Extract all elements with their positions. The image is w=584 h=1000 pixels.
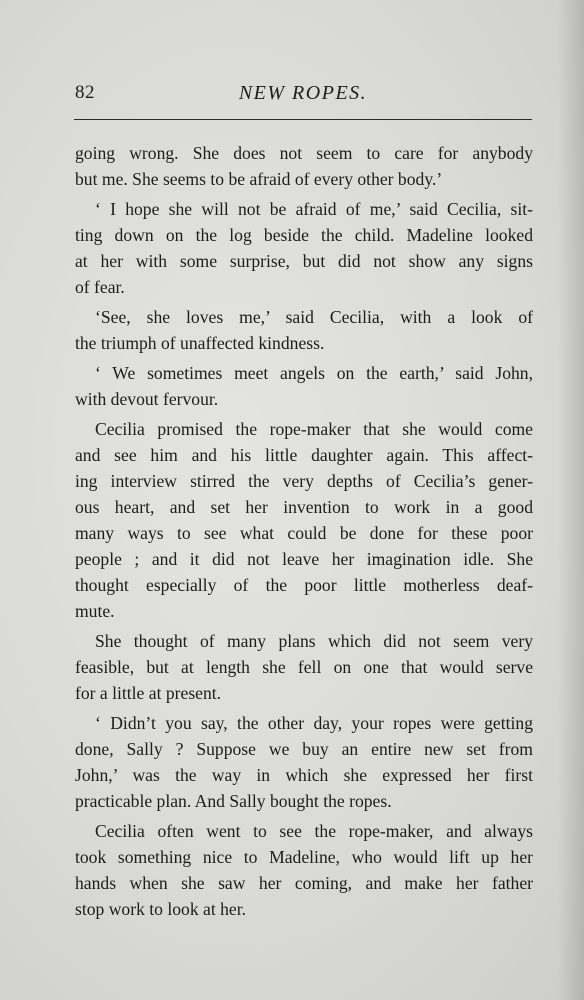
text-line: of fear. (75, 277, 125, 297)
text-line: with devout fervour. (75, 389, 219, 409)
text-line: Cecilia often went to see the rope-maker, and always (95, 821, 533, 841)
text-line: going wrong. She does not seem to care for anybody (75, 143, 533, 163)
text-line: thought especially of the poor little motherless deaf- (75, 575, 533, 595)
text-line: ous heart, and set her invention to work in a good (75, 497, 533, 517)
text-line: the triumph of unaffected kindness. (75, 333, 325, 353)
text-line: feasible, but at length she fell on one that would serve (75, 657, 533, 677)
text-line: at her with some surprise, but did not show any signs (75, 251, 533, 271)
text-line: people ; and it did not leave her imagination idle. She (75, 549, 533, 569)
text-line: but me. She seems to be afraid of every other body.’ (75, 169, 443, 189)
text-line: ‘ I hope she will not be afraid of me,’ said Cecilia, sit- (95, 199, 533, 219)
running-title: NEW ROPES. (238, 82, 368, 104)
text-line: mute. (75, 601, 115, 621)
spine-shadow (558, 0, 584, 1000)
text-line: ‘See, she loves me,’ said Cecilia, with a look of (95, 307, 533, 327)
text-line: John,’ was the way in which she expressed her first (75, 765, 533, 785)
text-line: ting down on the log beside the child. Madeline looked (75, 225, 533, 245)
page-number: 82 (75, 82, 95, 103)
text-line: hands when she saw her coming, and make her father (75, 873, 533, 893)
text-line: many ways to see what could be done for these poor (75, 523, 533, 543)
text-line: practicable plan. And Sally bought the ropes. (75, 791, 392, 811)
body-text (75, 140, 533, 922)
text-line: stop work to look at her. (75, 899, 247, 919)
page-header (75, 82, 531, 110)
text-line: She thought of many plans which did not seem very (95, 631, 533, 651)
text-line: for a little at present. (75, 683, 222, 703)
text-line: and see him and his little daughter again. This affect- (75, 445, 533, 465)
text-line: ‘ Didn’t you say, the other day, your ropes were getting (95, 713, 533, 733)
text-line: done, Sally ? Suppose we buy an entire new set from (75, 739, 533, 759)
text-line: ‘ We sometimes meet angels on the earth,’ said John, (95, 363, 533, 383)
text-line: took something nice to Madeline, who would lift up her (75, 847, 533, 867)
text-line: Cecilia promised the rope-maker that she would come (95, 419, 533, 439)
text-line: ing interview stirred the very depths of Cecilia’s gener- (75, 471, 533, 491)
header-rule (74, 119, 532, 120)
